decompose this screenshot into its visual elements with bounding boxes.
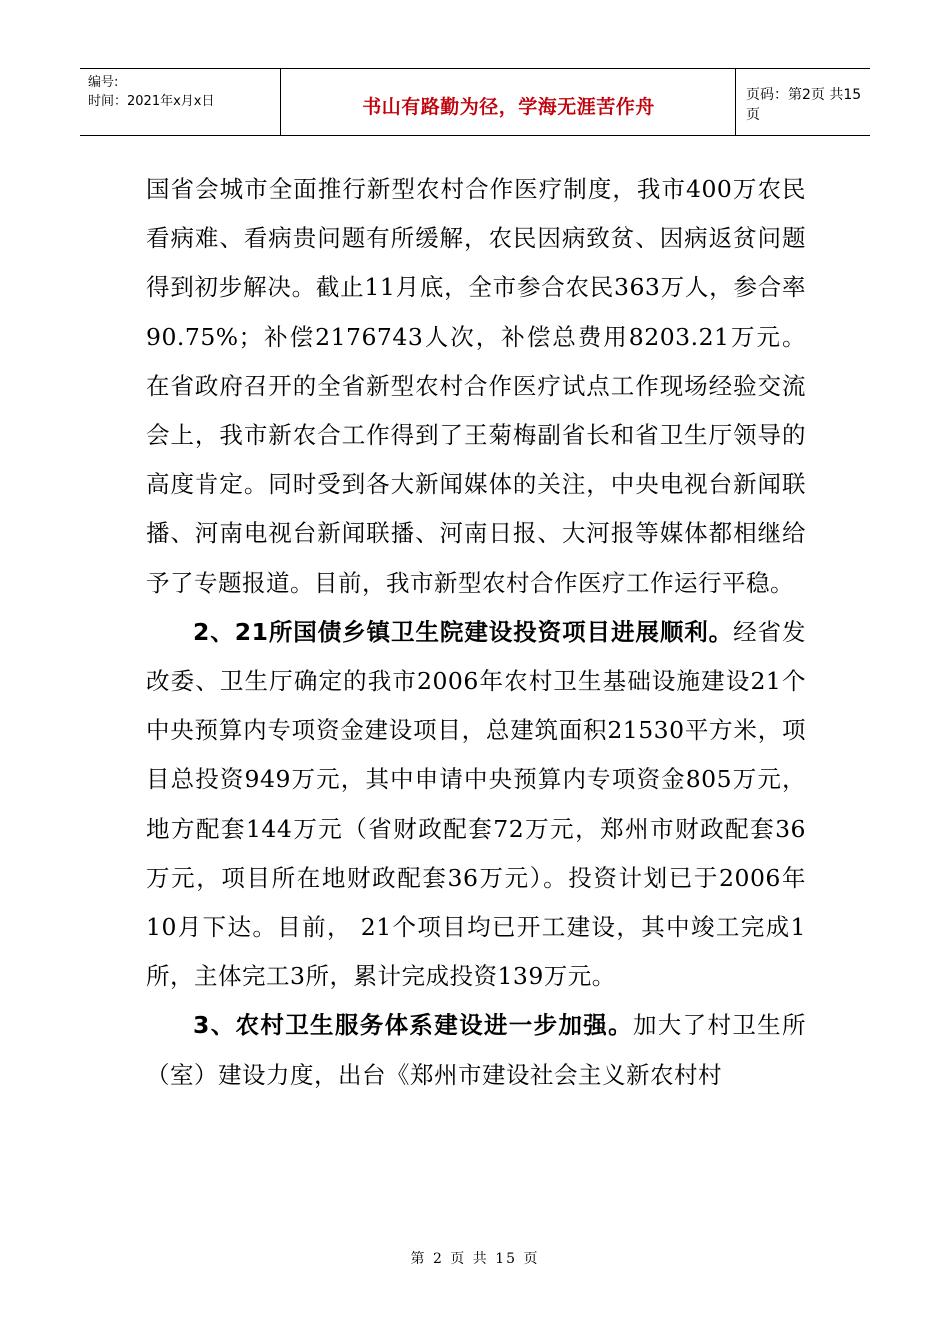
paragraph-2-heading: 2、21所国债乡镇卫生院建设投资项目进展顺利。 bbox=[193, 617, 734, 646]
paragraph-2 bbox=[146, 608, 806, 1002]
header-page-info: 页码：第2页 共15页 bbox=[746, 87, 862, 123]
document-header bbox=[80, 68, 870, 136]
paragraph-2-text: 经省发改委、卫生厅确定的我市2006年农村卫生基础设施建设21个中央预算内专项资金建设项目，总建筑面积21530平方米，项目总投资949万元，其中申请中央预算内专项资金805万元，地方配套144万元（省财政配套72万元，郑州市财政配套36万元，项目所在地财政配套36万元）。投资计划已于2006年10月下达。目前， 21个项目均已开工建设，其中竣工完成1所，主体完工3所，累计完成投资139万元。 bbox=[146, 617, 806, 991]
paragraph-3 bbox=[146, 1001, 806, 1099]
document-body bbox=[146, 165, 806, 1100]
header-page-info-cell bbox=[737, 69, 870, 135]
paragraph-3-heading: 3、农村卫生服务体系建设进一步加强。 bbox=[193, 1011, 633, 1040]
page-footer bbox=[0, 1248, 950, 1268]
header-meta bbox=[80, 69, 281, 135]
header-motto: 书山有路勤为径，学海无涯苦作舟 bbox=[362, 95, 655, 118]
footer-page-number: 第 2 页 共 15 页 bbox=[410, 1251, 540, 1267]
paragraph-1 bbox=[146, 165, 806, 608]
header-motto-cell bbox=[282, 69, 736, 135]
paragraph-3-text: 加大了村卫生所（室）建设力度，出台《郑州市建设社会主义新农村村 bbox=[146, 1011, 807, 1089]
document-time-label: 时间：2021年x月x日 bbox=[88, 94, 215, 109]
paragraph-1-text: 国省会城市全面推行新型农村合作医疗制度，我市400万农民看病难、看病贵问题有所缓解，农民因病致贫、因病返贫问题得到初步解决。截止11月底，全市参合农民363万人，参合率90.75%；补偿2176743人次，补偿总费用8203.21万元。在省政府召开的全省新型农村合作医疗试点工作现场经验交流会上，我市新农合工作得到了王菊梅副省长和省卫生厅领导的高度肯定。同时受到各大新闻媒体的关注，中央电视台新闻联播、河南电视台新闻联播、河南日报、大河报等媒体都相继给予了专题报道。目前，我市新型农村合作医疗工作运行平稳。 bbox=[146, 175, 806, 597]
document-number-label: 编号: bbox=[88, 75, 119, 90]
